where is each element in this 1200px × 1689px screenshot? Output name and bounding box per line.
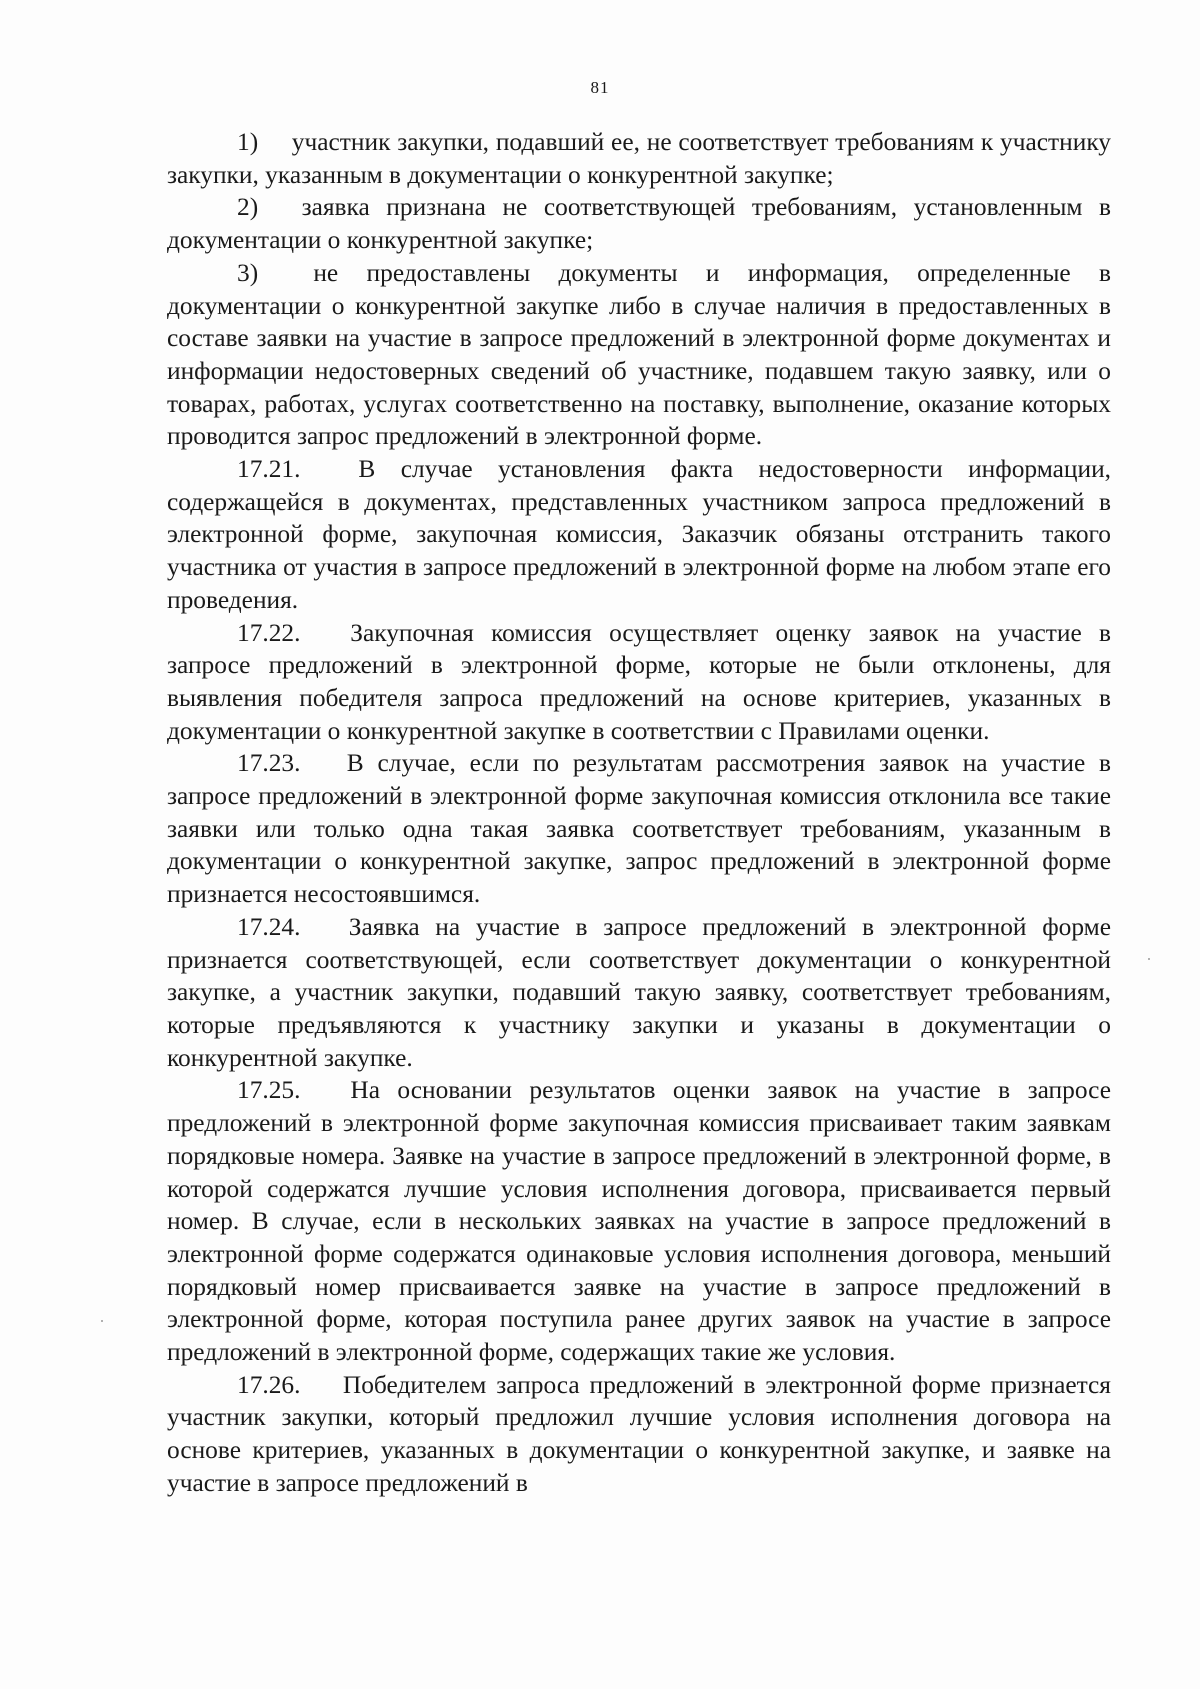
list-number: 1) [237,128,259,156]
list-number: 3) [237,258,259,287]
clause-17-22 [167,617,1111,748]
clause-number: 17.26. [237,1370,301,1399]
list-item-text: участник закупки, подавший ее, не соответствует требованиям к участнику закупки, указанным в документации о конкурентной закупке; [167,128,1111,189]
scan-speck [1148,958,1150,960]
clause-text: Заявка на участие в запросе предложений в электронной форме признается соответствующей, если соответствует документации о конкурентной закупке, а участник закупки, подавший такую заявку, соответствует требованиям, которые предъявляются к участнику закупки и указаны в документации о конкурентной закупке. [167,912,1111,1072]
clause-number: 17.22. [237,618,301,647]
clause-text: На основании результатов оценки заявок на участие в запросе предложений в электронной форме закупочная комиссия присваивает таким заявкам порядковые номера. Заявке на участие в запросе предложений в электронной форме, в которой содержатся лучшие условия исполнения договора, присваивается первый номер. В случае, если в нескольких заявках на участие в запросе предложений в электронной форме содержатся одинаковые условия исполнения договора, меньший порядковый номер присваивается заявке на участие в запросе предложений в электронной форме, которая поступила ранее других заявок на участие в запросе предложений в электронной форме, содержащих такие же условия. [167,1076,1111,1367]
document-body [167,126,1111,1500]
list-item-text: не предоставлены документы и информация, определенные в документации о конкурентной закупке либо в случае наличия в предоставленных в составе заявки на участие в запросе предложений в электронной форме документах и информации недостоверных сведений об участнике, подавшем такую заявку, или о товарах, работах, услугах соответственно на поставку, выполнение, оказание которых проводится запрос предложений в электронной форме. [167,258,1111,451]
clause-number: 17.24. [237,912,301,941]
list-item-2 [167,191,1111,256]
clause-number: 17.21. [237,455,301,484]
clause-17-23 [167,747,1111,911]
list-number: 2) [237,193,259,222]
scan-speck [101,1320,103,1322]
list-item-text: заявка признана не соответствующей требованиям, установленным в документации о конкурентной закупке; [167,193,1111,255]
clause-text: Победителем запроса предложений в электронной форме признается участник закупки, который предложил лучшие условия исполнения договора на основе критериев, указанных в документации о конкурентной закупке, и заявке на участие в запросе предложений в [167,1370,1111,1497]
clause-number: 17.25. [237,1076,301,1105]
list-item-3 [167,257,1111,453]
clause-text: Закупочная комиссия осуществляет оценку заявок на участие в запросе предложений в электронной форме, которые не были отклонены, для выявления победителя запроса предложений на основе критериев, указанных в документации о конкурентной закупке в соответствии с Правилами оценки. [167,618,1111,745]
clause-text: В случае, если по результатам рассмотрения заявок на участие в запросе предложений в электронной форме закупочная комиссия отклонила все такие заявки или только одна такая заявка соответствует требованиям, указанным в документации о конкурентной закупке, запрос предложений в электронной форме признается несостоявшимся. [167,749,1111,909]
clause-17-21 [167,453,1111,617]
clause-text: В случае установления факта недостоверности информации, содержащейся в документах, представленных участником запроса предложений в электронной форме, закупочная комиссия, Заказчик обязаны отстранить такого участника от участия в запросе предложений в электронной форме на любом этапе его проведения. [167,455,1111,614]
list-item-1 [167,126,1111,191]
clause-17-26 [167,1369,1111,1500]
clause-17-24 [167,911,1111,1075]
clause-17-25 [167,1074,1111,1368]
page-number: 81 [590,78,610,97]
clause-number: 17.23. [237,749,301,778]
